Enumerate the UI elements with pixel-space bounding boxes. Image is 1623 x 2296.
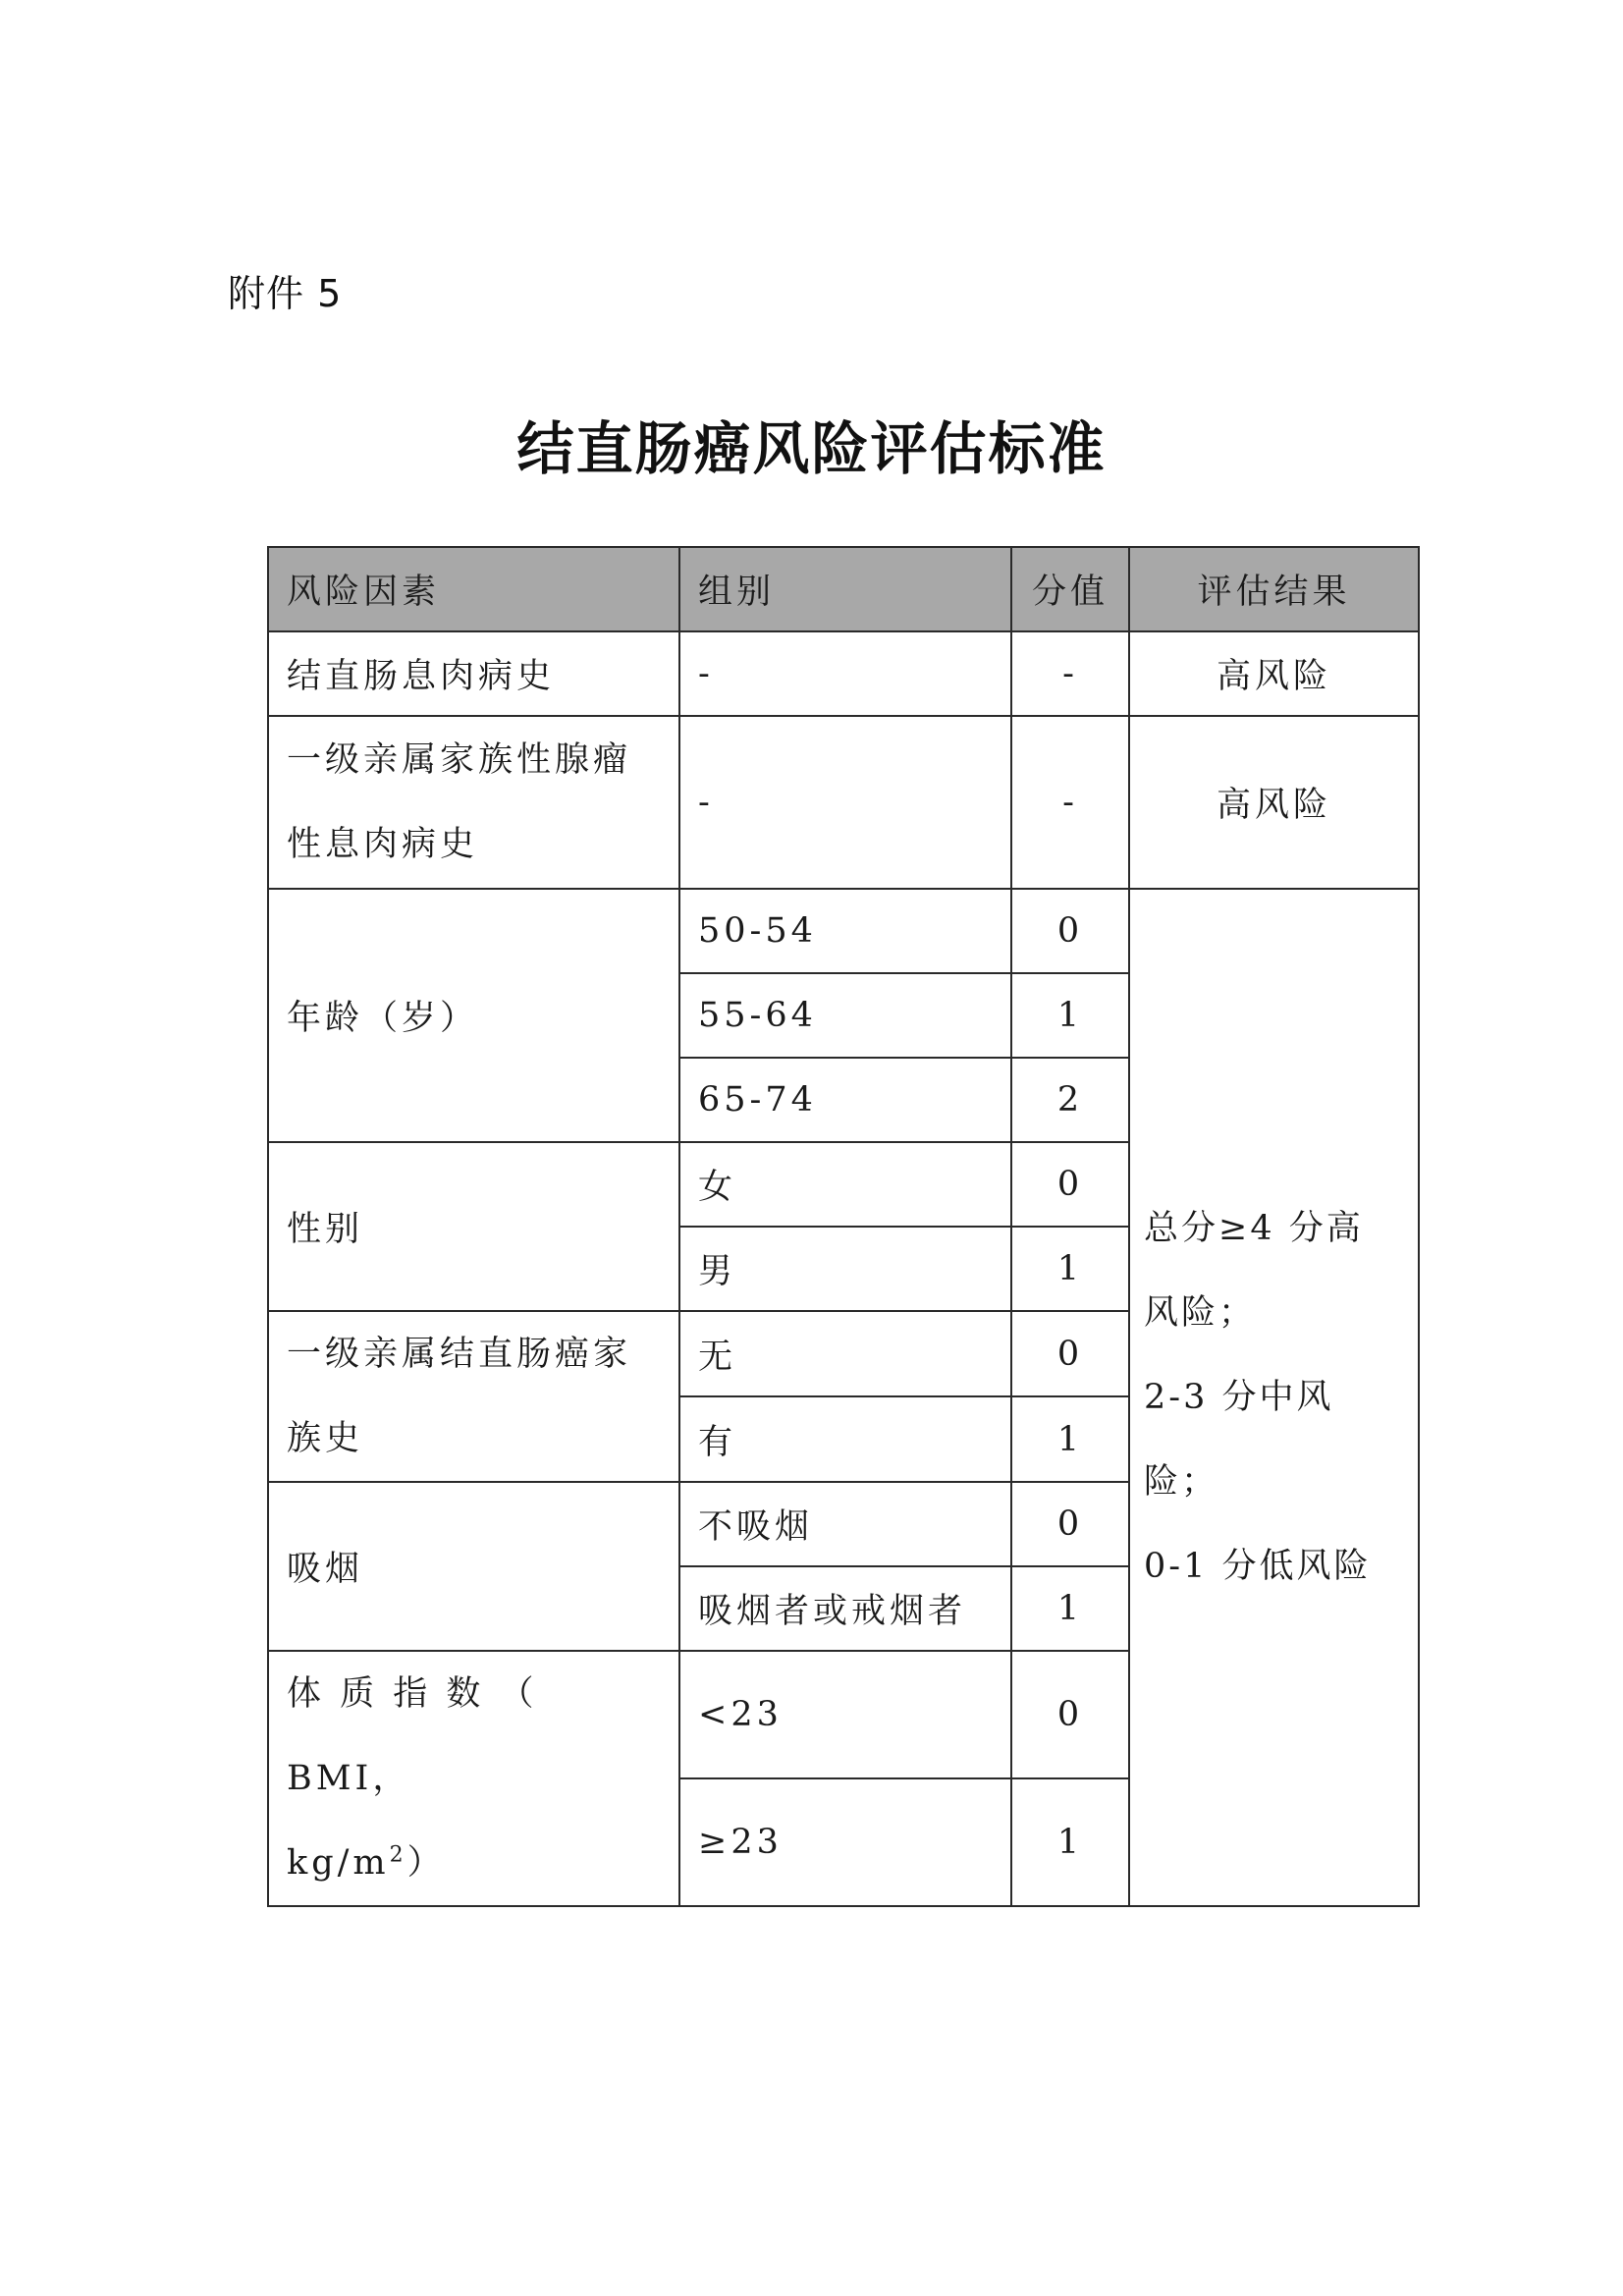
factor-cell-bmi bbox=[268, 1651, 679, 1906]
result-cell: 高风险 bbox=[1129, 631, 1419, 716]
bmi-unit-close: ） bbox=[406, 1843, 446, 1883]
bmi-unit-text: kg/m bbox=[287, 1843, 390, 1883]
group-cell: 女 bbox=[679, 1142, 1011, 1227]
score-result-cell bbox=[1129, 889, 1419, 1906]
score-cell: 1 bbox=[1011, 1566, 1129, 1651]
header-score: 分值 bbox=[1011, 547, 1129, 631]
factor-line: 性息肉病史 bbox=[287, 825, 479, 864]
attachment-label: 附件 5 bbox=[228, 272, 343, 315]
result-line: 2-3 分中风险； bbox=[1144, 1378, 1334, 1502]
score-cell: 1 bbox=[1011, 1778, 1129, 1906]
result-line: 风险； bbox=[1144, 1293, 1257, 1333]
score-cell: 0 bbox=[1011, 1651, 1129, 1778]
score-cell: 0 bbox=[1011, 889, 1129, 973]
factor-line: 一级亲属结直肠癌家 bbox=[287, 1335, 632, 1374]
group-cell: 无 bbox=[679, 1311, 1011, 1396]
group-cell: - bbox=[679, 716, 1011, 889]
score-cell: 0 bbox=[1011, 1311, 1129, 1396]
group-cell: 吸烟者或戒烟者 bbox=[679, 1566, 1011, 1651]
factor-line: 体 质 指 数 （ BMI， bbox=[287, 1674, 538, 1798]
factor-cell bbox=[268, 716, 679, 889]
group-cell: - bbox=[679, 631, 1011, 716]
group-cell: 55-64 bbox=[679, 973, 1011, 1058]
group-cell: 不吸烟 bbox=[679, 1482, 1011, 1566]
table-row bbox=[268, 716, 1419, 889]
score-cell: 0 bbox=[1011, 1482, 1129, 1566]
table-row bbox=[268, 889, 1419, 973]
score-cell: 1 bbox=[1011, 1227, 1129, 1311]
header-factor: 风险因素 bbox=[268, 547, 679, 631]
factor-line: 族史 bbox=[287, 1419, 364, 1458]
group-cell: 男 bbox=[679, 1227, 1011, 1311]
score-cell: - bbox=[1011, 631, 1129, 716]
table-header-row bbox=[268, 547, 1419, 631]
table-row bbox=[268, 631, 1419, 716]
factor-cell: 结直肠息肉病史 bbox=[268, 631, 679, 716]
group-cell: 50-54 bbox=[679, 889, 1011, 973]
header-group: 组别 bbox=[679, 547, 1011, 631]
score-cell: 0 bbox=[1011, 1142, 1129, 1227]
group-cell: ≥23 bbox=[679, 1778, 1011, 1906]
group-cell: 有 bbox=[679, 1396, 1011, 1482]
result-line: 0-1 分低风险 bbox=[1144, 1547, 1372, 1586]
header-result: 评估结果 bbox=[1129, 547, 1419, 631]
score-cell: - bbox=[1011, 716, 1129, 889]
page-title: 结直肠癌风险评估标准 bbox=[516, 415, 1107, 482]
group-cell: 65-74 bbox=[679, 1058, 1011, 1142]
score-cell: 2 bbox=[1011, 1058, 1129, 1142]
factor-cell-age: 年龄（岁） bbox=[268, 889, 679, 1142]
factor-line: 一级亲属家族性腺瘤 bbox=[287, 740, 632, 780]
factor-line-unit bbox=[287, 1821, 661, 1905]
factor-cell-smoking: 吸烟 bbox=[268, 1482, 679, 1651]
result-cell: 高风险 bbox=[1129, 716, 1419, 889]
risk-assessment-table bbox=[267, 546, 1420, 1907]
score-cell: 1 bbox=[1011, 973, 1129, 1058]
result-line: 总分≥4 分高 bbox=[1144, 1209, 1364, 1248]
factor-cell-sex: 性别 bbox=[268, 1142, 679, 1311]
bmi-unit-superscript: 2 bbox=[389, 1842, 407, 1868]
score-cell: 1 bbox=[1011, 1396, 1129, 1482]
factor-cell-family-history bbox=[268, 1311, 679, 1482]
group-cell: <23 bbox=[679, 1651, 1011, 1778]
